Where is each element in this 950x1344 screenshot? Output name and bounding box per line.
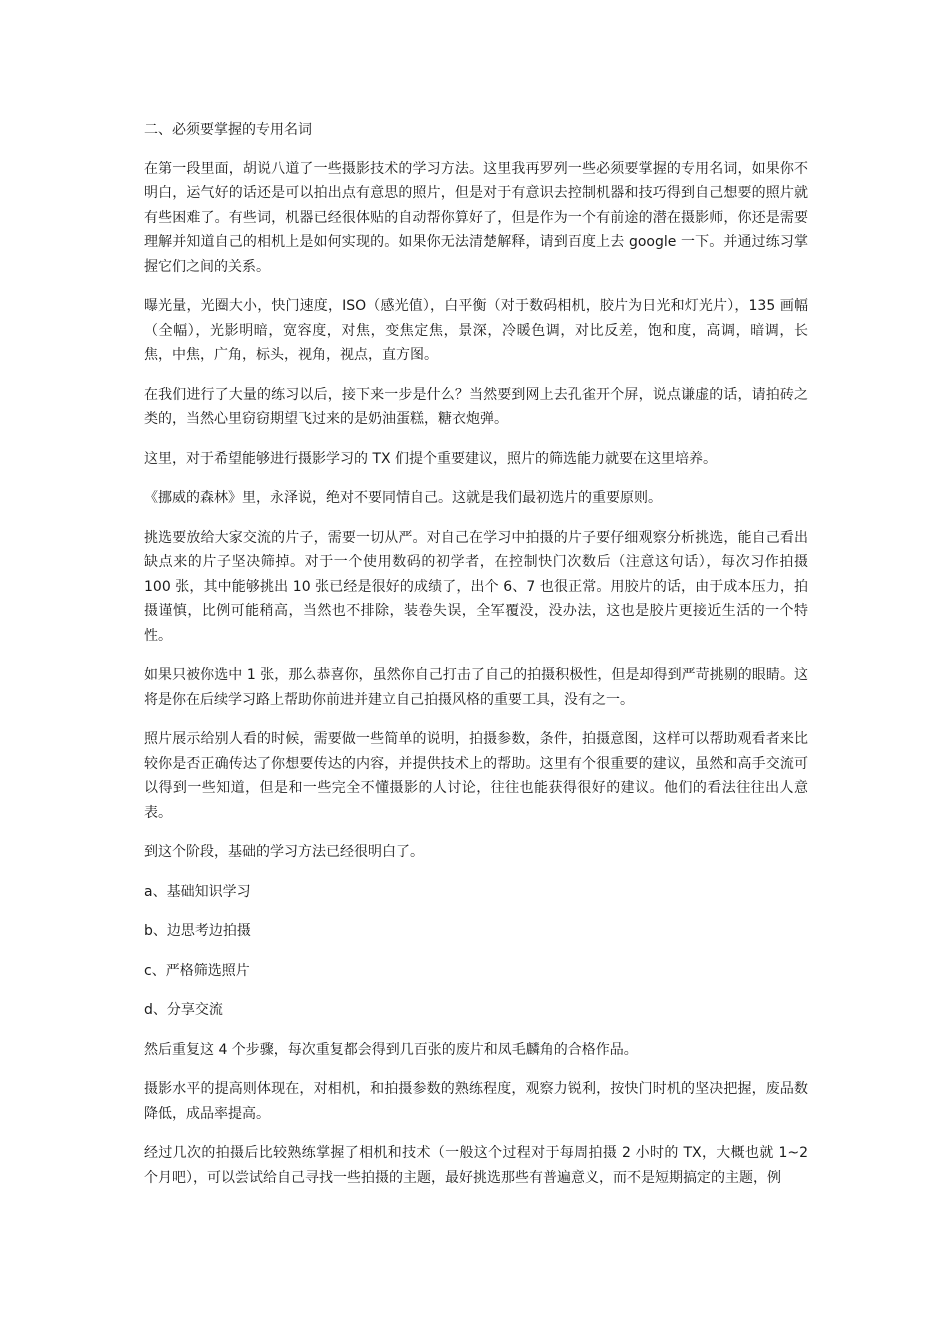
step-item-d: d、分享交流 (144, 1002, 223, 1018)
paragraph-selection: 挑选要放给大家交流的片子，需要一切从严。对自己在学习中拍摄的片子要仔细观察分析挑选，能自己看出缺点来的片子坚决筛掉。对于一个使用数码的初学者，在控制快门次数后（注意这句话），每次习作拍摄 100 张，其中能够挑出 10 张已经是很好的成绩了，出个 6、7 也很正常。用胶片的话，由于成本压力，拍摄谨慎，比例可能稍高，当然也不排除，装卷失误，全军覆没，没办法，这也是胶片更接近生活的一个特性。 (144, 529, 808, 644)
step-item-a: a、基础知识学习 (144, 883, 251, 900)
step-item-c: c、严格筛选照片 (144, 962, 250, 979)
section-heading: 二、必须要掌握的专用名词 (144, 122, 312, 138)
paragraph-theme: 经过几次的拍摄后比较熟练掌握了相机和技术（一般这个过程对于每周拍摄 2 小时的 TX，大概也就 1~2 个月吧），可以尝试给自己寻找一些拍摄的主题，最好挑选那些有普遍意义，而不是短期搞定的主题，例 (144, 1145, 808, 1186)
paragraph-summary: 到这个阶段，基础的学习方法已经很明白了。 (144, 844, 424, 860)
paragraph-repeat: 然后重复这 4 个步骤，每次重复都会得到几百张的废片和凤毛麟角的合格作品。 (144, 1041, 638, 1058)
paragraph-next-step: 在我们进行了大量的练习以后，接下来一步是什么？当然要到网上去孔雀开个屏，说点谦虚的话，请拍砖之类的，当然心里窃窃期望飞过来的是奶油蛋糕，糖衣炮弹。 (144, 386, 808, 427)
paragraph-intro: 在第一段里面，胡说八道了一些摄影技术的学习方法。这里我再罗列一些必须要掌握的专用名词，如果你不明白，运气好的话还是可以拍出点有意思的照片，但是对于有意识去控制机器和技巧得到自己想要的照片就有些困难了。有些词，机器已经很体贴的自动帮你算好了，但是作为一个有前途的潜在摄影师，你还是需要理解并知道自己的相机上是如何实现的。如果你无法清楚解释，请到百度上去 google 一下。并通过练习掌握它们之间的关系。 (144, 160, 808, 275)
document-body (144, 118, 808, 1205)
paragraph-suggestion: 这里，对于希望能够进行摄影学习的 TX 们提个重要建议，照片的筛选能力就要在这里培养。 (144, 450, 718, 467)
paragraph-improvement: 摄影水平的提高则体现在，对相机，和拍摄参数的熟练程度，观察力锐利，按快门时机的坚决把握，废品数降低，成品率提高。 (144, 1081, 808, 1122)
step-item-b: b、边思考边拍摄 (144, 923, 251, 939)
paragraph-terms-list: 曝光量，光圈大小，快门速度，ISO（感光值），白平衡（对于数码相机，胶片为日光和灯光片），135 画幅（全幅），光影明暗，宽容度，对焦，变焦定焦，景深，冷暖色调，对比反差，饱和度，高调，暗调，长焦，中焦，广角，标头，视角，视点，直方图。 (144, 298, 808, 363)
paragraph-congratulations: 如果只被你选中 1 张，那么恭喜你，虽然你自己打击了自己的拍摄积极性，但是却得到严苛挑剔的眼睛。这将是你在后续学习路上帮助你前进并建立自己拍摄风格的重要工具，没有之一。 (144, 667, 808, 708)
paragraph-norwegian-wood: 《挪威的森林》里，永泽说，绝对不要同情自己。这就是我们最初选片的重要原则。 (144, 490, 662, 506)
paragraph-sharing: 照片展示给别人看的时候，需要做一些简单的说明，拍摄参数，条件，拍摄意图，这样可以帮助观看者来比较你是否正确传达了你想要传达的内容，并提供技术上的帮助。这里有个很重要的建议，虽然和高手交流可以得到一些知道，但是和一些完全不懂摄影的人讨论，往往也能获得很好的建议。他们的看法往往出人意表。 (144, 731, 808, 821)
